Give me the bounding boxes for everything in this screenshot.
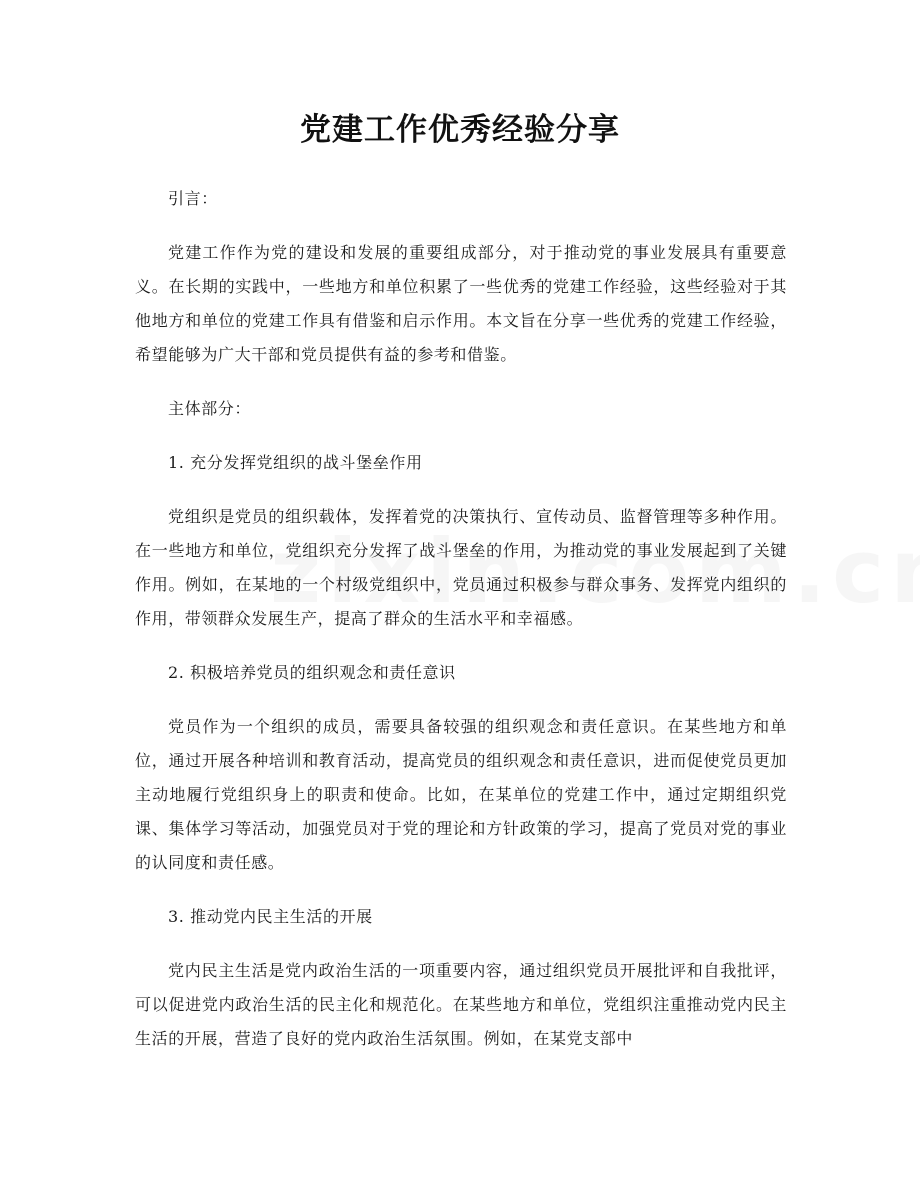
intro-paragraph: 党建工作作为党的建设和发展的重要组成部分，对于推动党的事业发展具有重要意义。在长期的实践中，一些地方和单位积累了一些优秀的党建工作经验，这些经验对于其他地方和单位的党建工作具有借鉴和启示作用。本文旨在分享一些优秀的党建工作经验，希望能够为广大干部和党员提供有益的参考和借鉴。 (135, 243, 787, 364)
section-heading-3: 3. 推动党内民主生活的开展 (168, 907, 373, 926)
document-body (135, 182, 787, 1076)
section-heading-2: 2. 积极培养党员的组织观念和责任意识 (168, 663, 456, 682)
section-heading-1: 1. 充分发挥党组织的战斗堡垒作用 (168, 453, 423, 472)
section-paragraph-2: 党员作为一个组织的成员，需要具备较强的组织观念和责任意识。在某些地方和单位，通过开展各种培训和教育活动，提高党员的组织观念和责任意识，进而促使党员更加主动地履行党组织身上的职责和使命。比如，在某单位的党建工作中，通过定期组织党课、集体学习等活动，加强党员对于党的理论和方针政策的学习，提高了党员对党的事业的认同度和责任感。 (135, 717, 787, 872)
body-label: 主体部分： (168, 399, 252, 418)
document-title: 党建工作优秀经验分享 (300, 112, 620, 148)
intro-label: 引言： (168, 189, 218, 208)
section-paragraph-3: 党内民主生活是党内政治生活的一项重要内容，通过组织党员开展批评和自我批评，可以促进党内政治生活的民主化和规范化。在某些地方和单位，党组织注重推动党内民主生活的开展，营造了良好的党内政治生活氛围。例如，在某党支部中 (135, 961, 787, 1048)
section-paragraph-1: 党组织是党员的组织载体，发挥着党的决策执行、宣传动员、监督管理等多种作用。在一些地方和单位，党组织充分发挥了战斗堡垒的作用，为推动党的事业发展起到了关键作用。例如，在某地的一个村级党组织中，党员通过积极参与群众事务、发挥党内组织的作用，带领群众发展生产，提高了群众的生活水平和幸福感。 (135, 507, 787, 628)
